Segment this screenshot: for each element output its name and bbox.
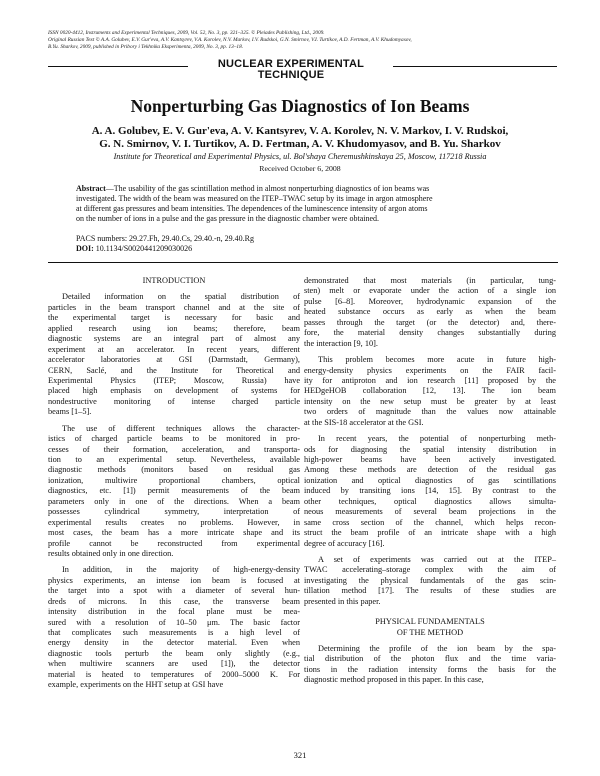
text-line: energy density in the detector material. Even when <box>48 638 300 648</box>
text-line: ods for diagnosing the spatial intensity distribution in <box>304 444 556 454</box>
text-line: dreds of microns. In this case, the transverse beam <box>48 596 300 606</box>
author-line: G. N. Smirnov, V. I. Turtikov, A. D. Fertman, A. V. Khudomyasov, and B. Yu. Sharkov <box>99 138 501 150</box>
header-line: B.Yu. Sharkov, 2009, published in Pribory i Tekhnika Eksperimenta, 2009, No. 3, pp. 13–18. <box>48 44 244 50</box>
text-line: tillation method [17]. The results of these studies are <box>304 586 556 596</box>
text-line: The use of different techniques allows the character- <box>62 423 300 433</box>
received-date: Received October 6, 2008 <box>259 164 341 173</box>
paragraph <box>304 644 556 686</box>
text-line: istics of charged particle beams to be monitored in pro- <box>48 434 300 444</box>
text-line: tial distribution of the photon flux and the time varia- <box>304 654 556 664</box>
abstract <box>76 184 526 224</box>
text-line: most cases, the beam has a more intricate shape and its <box>48 528 300 538</box>
section-title-line: NUCLEAR EXPERIMENTAL <box>217 58 365 70</box>
text-line: intensity distribution in the focal plane must be mea- <box>48 607 300 617</box>
text-line: experimental results creates no problems. However, in <box>48 517 300 527</box>
text-line: diagnostic methods (monitors based on residual gas <box>48 465 300 475</box>
text-line: degree of accuracy [16]. <box>304 538 385 548</box>
abstract-rule <box>48 262 558 263</box>
text-line: Among these methods are detection of the residual gas <box>304 465 556 475</box>
text-line: TWAC accelerating–storage complex with the aim of <box>304 565 556 575</box>
right-column <box>304 276 556 686</box>
paragraph <box>48 424 300 560</box>
pacs-numbers: PACS numbers: 29.27.Fh, 29.40.Cs, 29.40.-n, 29.40.Rg <box>76 234 254 243</box>
text-line: This problem becomes more acute in future high- <box>318 355 556 365</box>
paper-title: Nonperturbing Gas Diagnostics of Ion Beams <box>130 96 470 116</box>
text-line: cesses of their formation, acceleration, and transporta- <box>48 444 300 454</box>
text-line: investigating the physical fundamentals of the gas scin- <box>304 575 556 585</box>
text-line: CERN, Saclé, and the Institute for Theoretical and <box>48 365 300 375</box>
text-line: parameters only in one of the directions. When a beam <box>48 496 300 506</box>
text-line: In addition, in the majority of high-energy-density <box>62 565 300 575</box>
text-line: passes through the target (or the detector) and, there- <box>304 317 556 327</box>
abstract-label: Abstract <box>76 184 106 193</box>
text-line: sured with a resolution of 10–50 μm. The basic factor <box>48 617 300 627</box>
text-line: two orders of magnitude than the values now attainable <box>304 407 556 417</box>
text-line: Detailed information on the spatial distribution of <box>62 292 300 302</box>
abstract-text: —The usability of the gas scintillation method in almost nonperturbing diagnostics of ion beams was <box>105 184 430 193</box>
section-heading: PHYSICAL FUNDAMENTALS <box>375 617 485 627</box>
header-rule-right <box>393 66 557 67</box>
doi-line <box>76 244 526 254</box>
text-line: heated substance occurs as early as when the beam <box>304 307 556 317</box>
text-line: results obtained only in one direction. <box>48 548 174 558</box>
text-line: at the SIS-18 accelerator at the GSI. <box>304 417 424 427</box>
paragraph <box>304 276 556 349</box>
text-line: pulse [6–8]. Moreover, hydrodynamic expansion of the <box>304 296 556 306</box>
page-number: 321 <box>293 750 307 760</box>
text-line: applied research using ion beams; therefore, beam <box>48 323 300 333</box>
doi-link[interactable]: 10.1134/S0020441209030026 <box>95 244 193 253</box>
text-line: material is heated to temperatures of 2000–5000 K. For <box>48 669 300 679</box>
journal-header <box>48 30 558 51</box>
text-line: the target into a spot with a diameter of several hun- <box>48 586 300 596</box>
paragraph <box>304 555 556 607</box>
left-column <box>48 276 300 691</box>
text-line: HEDgeHOB collaboration [12, 13]. The ion beam <box>304 386 556 396</box>
abstract-line: on the number of ions in a pulse and the gas pressure in the diagnostic chamber were obtained. <box>76 214 380 223</box>
text-line: particles in the beam transport channel and at the site of <box>48 302 300 312</box>
text-line: Experimental Physics (ITEP; Moscow, Russia) have <box>48 375 300 385</box>
text-line: that complicates such measurements is a high level of <box>48 628 300 637</box>
abstract-line <box>76 184 526 194</box>
text-line: A set of experiments was carried out at the ITEP– <box>318 554 556 564</box>
author-line: A. A. Golubev, E. V. Gur'eva, A. V. Kantsyrev, V. A. Korolev, N. V. Markov, I. V. Rudskoi, <box>91 125 509 137</box>
header-line: Original Russian Text © A.A. Golubev, E.V. Gur'eva, A.V. Kantsyrev, V.A. Korolev, N.V. Markov, I.V. Rudskoi, G.N. Smirnov, V.I. Turtikov, A.D. Fertman, A.V. Khudomyasov, <box>48 37 412 43</box>
abstract-line: investigated. The width of the beam was measured on the ITEP–TWAC setup by its image in argon atmosphere <box>76 194 433 203</box>
introduction-heading: INTRODUCTION <box>142 276 206 285</box>
text-line: energy-density physics experiments on the FAIR facil- <box>304 365 556 375</box>
text-line: tion to an experimental setup. Nevertheless, available <box>48 455 300 464</box>
text-line: diagnostic method proposed in this paper. In this case, <box>304 675 484 685</box>
text-line: intensity on the new setup must be greater by at least <box>304 396 556 406</box>
text-line: diagnostic tools perturb the beam only slightly (e.g., <box>48 648 300 658</box>
text-line: fore, the material density changes substantially during <box>304 328 556 338</box>
paragraph <box>304 434 556 549</box>
text-line: diagnostic systems are an integral part of almost any <box>48 334 300 344</box>
text-line: when multiwire scanners are used [1]), the detector <box>48 659 300 669</box>
text-line: other techniques, optical diagnostics allows simulta- <box>304 496 556 506</box>
text-line: beams [1–5]. <box>48 407 92 417</box>
text-line: accelerator laboratories at GSI (Darmstadt, Germany), <box>48 355 300 365</box>
doi-label: DOI: <box>76 244 94 253</box>
text-line: tions in the radiation intensity forms the basis for the <box>304 664 556 674</box>
text-line: induced by transiting ions [14, 15]. By contrast to the <box>304 486 556 496</box>
text-line: placed high emphasis on development of systems for <box>48 386 300 396</box>
text-line: sten) melt or evaporate under the action of a single ion <box>304 286 556 296</box>
text-line: ionization, multiwire proportional chambers, optical <box>48 475 300 485</box>
text-line: neous measurements of several beam projections in the <box>304 507 556 517</box>
text-line: high-power beams have been actively investigated. <box>304 455 556 464</box>
section-heading: OF THE METHOD <box>396 627 464 637</box>
text-line: In recent years, the potential of nonperturbing meth- <box>318 434 556 444</box>
text-line: profile cannot be reconstructed from experimental <box>48 538 300 548</box>
affiliation: Institute for Theoretical and Experimental Physics, ul. Bol'shaya Cheremushkinskaya 25, Moscow, 117218 Russia <box>113 152 487 161</box>
text-line: the experimental target is necessary for basic and <box>48 313 300 323</box>
text-line: the interaction [9, 10]. <box>304 338 378 348</box>
paragraph <box>304 355 556 428</box>
text-line: diagnostics, etc. [1]) permit measurements of the beam <box>48 486 300 496</box>
text-line: ity for antiproton and ion research [11] proposed by the <box>304 375 556 385</box>
pacs-doi-block <box>76 234 526 254</box>
section-title <box>196 59 386 81</box>
header-line: ISSN 0020-4412, Instruments and Experimental Techniques, 2009, Vol. 52, No. 3, pp. 321–325. © Pleiades Publishing, Ltd., 2009. <box>48 30 325 36</box>
author-list <box>30 125 570 151</box>
text-line: same cross section of the channel, which helps recon- <box>304 517 556 527</box>
text-line: struct the beam profile of an intricate shape with a high <box>304 528 556 538</box>
text-line: nondestructive monitoring of intense charged particle <box>48 396 300 406</box>
text-line: experiment at an accelerator. In recent years, different <box>48 344 300 354</box>
paragraph <box>48 292 300 417</box>
abstract-line: at different gas pressures and beam intensities. The dependences of the luminescence intensity of argon atoms <box>76 204 428 213</box>
section-title-line: TECHNIQUE <box>257 69 325 81</box>
header-rule-left <box>48 66 188 67</box>
text-line: demonstrated that most materials (in particular, tung- <box>304 276 556 285</box>
text-line: example, experiments on the HHT setup at GSI have <box>48 680 224 690</box>
text-line: ionization and optical diagnostics of gas scintillations <box>304 475 556 485</box>
text-line: physics experiments, an intense ion beam is focused at <box>48 575 300 585</box>
text-line: presented in this paper. <box>304 596 381 606</box>
paragraph <box>48 565 300 690</box>
text-line: possesses cylindrical symmetry, interpretation of <box>48 507 300 517</box>
text-line: Determining the profile of the ion beam by the spa- <box>318 644 556 653</box>
